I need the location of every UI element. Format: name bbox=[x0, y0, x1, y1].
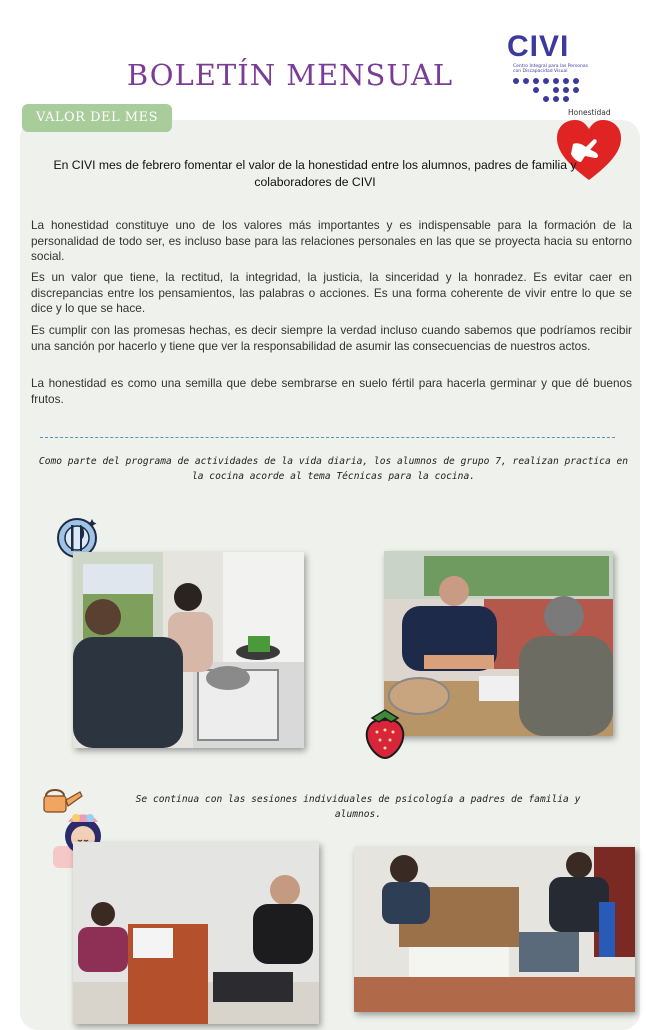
paragraph-3: Es cumplir con las promesas hechas, es decir siempre la verdad incluso cuando sabemos que podríamos recibir una sanción por hacerlo y tiene que ver la responsabilidad de asumir las consecuencias de nuestros actos. bbox=[31, 323, 632, 353]
photo-psychology-session-2 bbox=[354, 847, 635, 1012]
photo-kitchen-practice bbox=[73, 552, 304, 748]
strawberry-icon bbox=[362, 706, 408, 760]
section-divider bbox=[40, 437, 615, 438]
logo-word: CIVI bbox=[507, 30, 570, 63]
paragraph-1: La honestidad constituye uno de los valores más importantes y es indispensable para la formación de la personalidad de todo ser, es incluso base para las relaciones personales en las que se proyecta hacia su entorno social. bbox=[31, 218, 632, 264]
braille-dots-icon bbox=[510, 76, 590, 104]
civi-logo bbox=[505, 30, 595, 108]
newsletter-title: BOLETÍN MENSUAL bbox=[126, 58, 454, 92]
caption-psicologia: Se continua con las sesiones individuales de psicología a padres de familia y alumnos. bbox=[135, 794, 581, 820]
paragraph-4: La honestidad es como una semilla que debe sembrarse en suelo fértil para hacerla germinar y que dé buenos frutos. bbox=[31, 376, 632, 406]
intro-text: En CIVI mes de febrero fomentar el valor de la honestidad entre los alumnos, padres de familia y colaboradores de CIVI bbox=[53, 158, 577, 189]
paragraph-2: Es un valor que tiene, la rectitud, la integridad, la justicia, la sinceridad y la honradez. Es evitar caer en discrepancias entre los pensamientos, las palabras o acciones. Es una forma coherente de vivir entre lo que se dice y lo que se hace. bbox=[31, 270, 632, 316]
value-of-month-tab: VALOR DEL MES bbox=[22, 104, 172, 132]
photo-psychology-session-1 bbox=[73, 842, 319, 1024]
photo-cutting-fruit bbox=[384, 551, 613, 736]
heart-label: Honestidad bbox=[568, 108, 611, 117]
logo-subtitle: Centro Integral para las Personas con Discapacidad Visual bbox=[513, 64, 588, 74]
caption-cocina: Como parte del programa de actividades de la vida diaria, los alumnos de grupo 7, realizan practica en la cocina acorde al tema Técnicas para la cocina. bbox=[38, 456, 629, 482]
